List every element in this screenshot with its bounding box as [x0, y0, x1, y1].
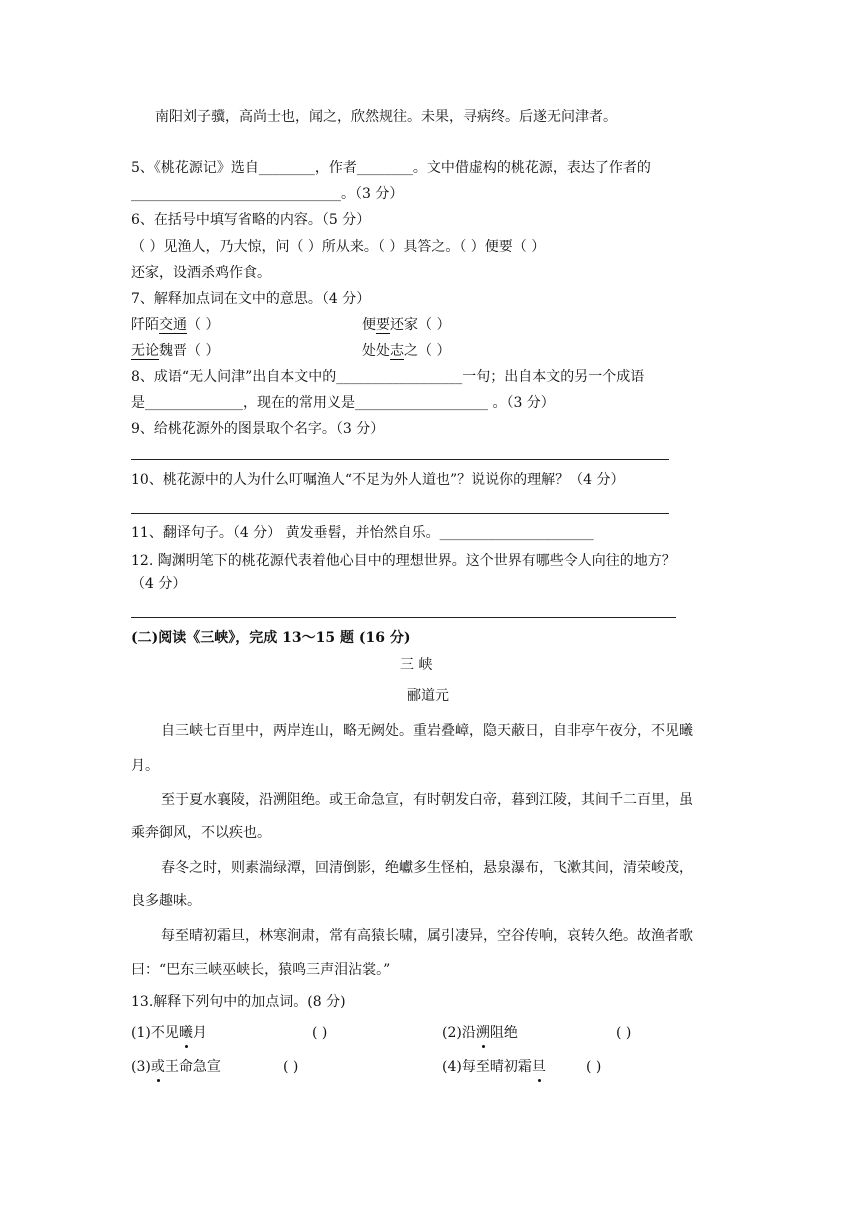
passage-author: 郦道元 — [407, 688, 449, 704]
paragraph-2-line-1: 至于夏水襄陵，沿溯阻绝。或王命急宣，有时朝发白帝，暮到江陵，其间千二百里，虽 — [161, 792, 693, 808]
item-1-blank: ( ) — [312, 1025, 328, 1041]
item-3-prefix: (3) — [131, 1059, 151, 1075]
question-9-stem: 9、给桃花源外的图景取个名字。（3 分） — [131, 421, 385, 437]
item-d-blank: （ ） — [418, 343, 451, 359]
item-c-blank: （ ） — [187, 343, 220, 359]
question-5-line-1: 5、《桃花源记》选自________，作者________。文中借虚构的桃花源，表达了作者的 — [131, 160, 651, 176]
paragraph-4-line-1: 每至晴初霜旦，林寒涧肃，常有高猿长啸，属引凄异，空谷传响，哀转久绝。故渔者歌 — [161, 928, 693, 944]
question-8-line-1: 8、成语“无人问津”出自本文中的__________________一句；出自本文的另一个成语 — [131, 369, 645, 385]
item-d-word: 志 — [390, 343, 404, 359]
answer-line-10 — [131, 513, 669, 514]
item-1-prefix: (1)不见 — [131, 1025, 179, 1041]
item-2-prefix: (2)沿 — [442, 1025, 476, 1041]
item-4-word: 旦 — [531, 1059, 546, 1075]
item-2-word: 溯 — [475, 1025, 490, 1041]
item-c-word: 无论 — [131, 343, 159, 359]
section-2-heading: (二)阅读《三峡》，完成 13～15 题 (16 分) — [131, 630, 411, 646]
passage-title: 三 峡 — [400, 657, 433, 673]
question-12-line-1: 12. 陶渊明笔下的桃花源代表着他心目中的理想世界。这个世界有哪些令人向往的地方？ — [131, 553, 676, 569]
item-b-prefix: 便 — [362, 317, 376, 333]
item-b-suffix: 还家 — [390, 317, 418, 333]
paragraph-1-line-2: 月。 — [131, 758, 159, 774]
question-13-item-3 — [131, 1057, 221, 1077]
question-10-stem: 10、桃花源中的人为什么叮嘱渔人“不足为外人道也”？说说你的理解？（4 分） — [131, 472, 625, 488]
item-c-suffix: 魏晋 — [159, 343, 187, 359]
question-7-item-b — [362, 315, 450, 335]
passage-ending: 南阳刘子骥，高尚士也，闻之，欣然规往。未果，寻病终。后遂无问津者。 — [155, 109, 617, 125]
question-7-item-d — [362, 341, 450, 361]
item-4-prefix: (4)每至晴初霜 — [442, 1059, 532, 1075]
paragraph-3-line-1: 春冬之时，则素湍绿潭，回清倒影，绝巘多生怪柏，悬泉瀑布，飞漱其间，清荣峻茂， — [161, 860, 693, 876]
question-5-line-2: ______________________________。（3 分） — [131, 186, 404, 202]
item-a-word: 交通 — [159, 317, 187, 333]
answer-line-12 — [131, 617, 676, 618]
question-12-line-2: （4 分） — [131, 576, 187, 592]
item-3-suffix: 王命急宣 — [164, 1059, 221, 1075]
item-b-blank: （ ） — [418, 317, 451, 333]
item-b-word: 要 — [376, 317, 390, 333]
question-7-stem: 7、解释加点词在文中的意思。（4 分） — [131, 291, 371, 307]
question-13-item-4 — [442, 1057, 546, 1077]
item-2-blank: ( ) — [616, 1025, 632, 1041]
question-7-item-a — [131, 315, 219, 335]
paragraph-2-line-2: 乘奔御风，不以疾也。 — [131, 825, 271, 841]
item-1-word: 曦 — [178, 1025, 193, 1041]
item-d-suffix: 之 — [404, 343, 418, 359]
paragraph-4-line-2: 曰：“巴东三峡巫峡长，猿鸣三声泪沾裳。” — [131, 962, 391, 978]
item-3-blank: ( ) — [283, 1059, 299, 1075]
paragraph-1-line-1: 自三峡七百里中，两岸连山，略无阙处。重岩叠嶂，隐天蔽日，自非亭午夜分，不见曦 — [161, 723, 693, 739]
item-a-blank: （ ） — [187, 317, 220, 333]
item-2-suffix: 阻绝 — [489, 1025, 518, 1041]
item-a-prefix: 阡陌 — [131, 317, 159, 333]
question-6-stem: 6、在括号中填写省略的内容。（5 分） — [131, 212, 371, 228]
item-4-blank: ( ) — [586, 1059, 602, 1075]
question-13-item-1 — [131, 1023, 207, 1043]
answer-line-9 — [131, 459, 669, 460]
question-11-stem: 11、翻译句子。（4 分） 黄发垂髫，并怡然自乐。______________________ — [131, 525, 594, 541]
question-8-line-2: 是______________，现在的常用义是___________________ 。（3 分） — [131, 395, 555, 411]
question-7-item-c — [131, 341, 219, 361]
paragraph-3-line-2: 良多趣味。 — [131, 893, 201, 909]
question-6-line-2: 还家，设酒杀鸡作食。 — [131, 265, 271, 281]
question-13-stem: 13.解释下列句中的加点词。(8 分) — [131, 994, 346, 1010]
question-13-item-2 — [442, 1023, 518, 1043]
item-d-prefix: 处处 — [362, 343, 390, 359]
item-1-suffix: 月 — [192, 1025, 207, 1041]
question-6-line-1: （ ）见渔人，乃大惊，问（ ）所从来。（ ）具答之。（ ）便要（ ） — [131, 239, 546, 255]
item-3-word: 或 — [150, 1059, 165, 1075]
